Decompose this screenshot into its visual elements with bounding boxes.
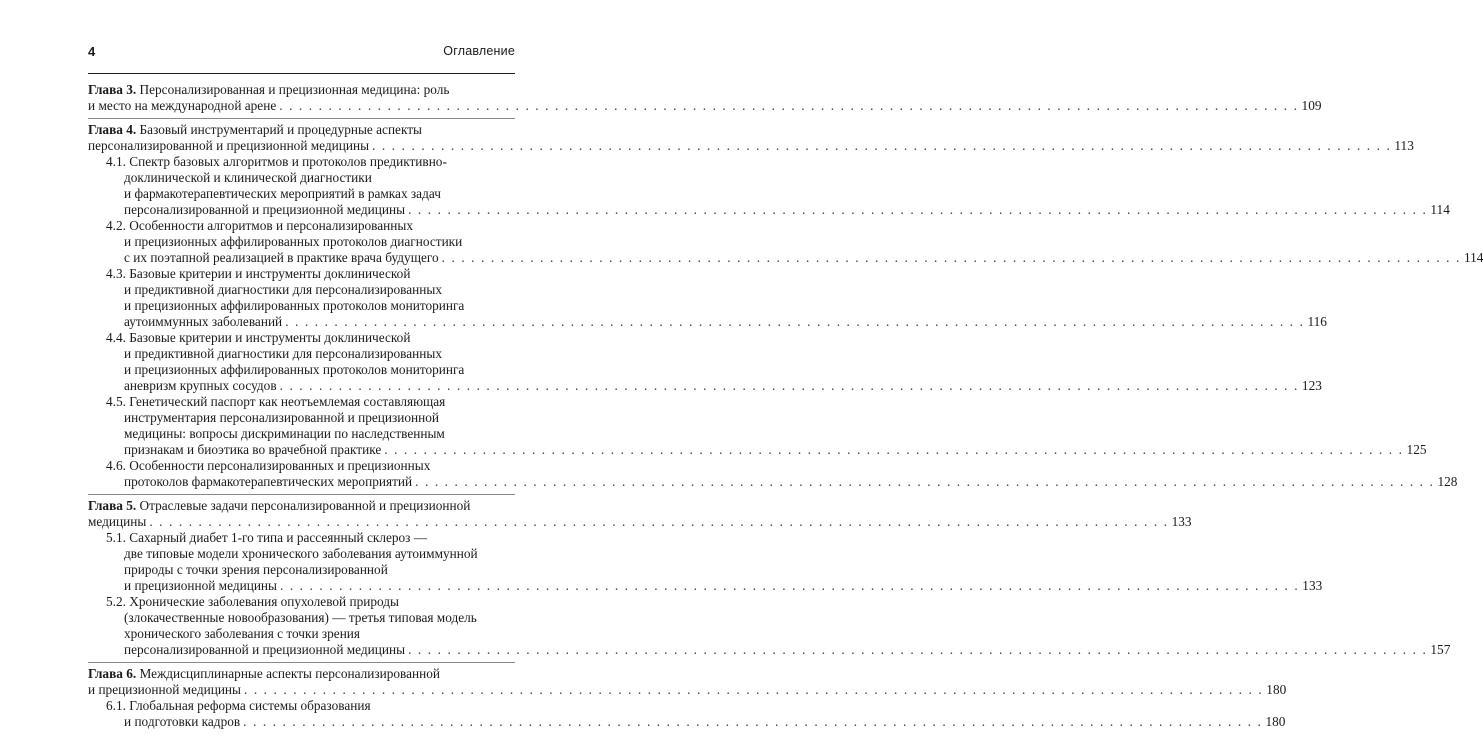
toc-page-number: 180	[1266, 682, 1287, 697]
dot-leader	[243, 714, 1262, 729]
toc-entry-last-line	[106, 642, 1451, 658]
toc-entry-text: и предиктивной диагностики для персонализированных	[124, 282, 442, 297]
toc-entry-text: с их поэтапной реализацией в практике врача будущего	[124, 250, 439, 265]
toc-entry-line	[106, 458, 515, 474]
toc-entry-text: Междисциплинарные аспекты персонализированной	[139, 666, 441, 681]
toc-entry-text: персонализированной и прецизионной медицины	[88, 138, 370, 153]
table-of-contents	[88, 82, 1483, 730]
toc-entry-text: инструментария персонализированной и прецизионной	[124, 410, 440, 425]
dot-leader	[244, 682, 1263, 698]
toc-entry-text: природы с точки зрения персонализированной	[124, 562, 388, 577]
toc-page-number: 113	[1394, 138, 1414, 153]
toc-section-entry[interactable]	[88, 530, 1323, 594]
toc-section-entry[interactable]	[88, 698, 1286, 730]
toc-entry-text: и место на международной арене	[88, 98, 277, 113]
toc-entry-text: Персонализированная и прецизионная медицина: роль	[139, 82, 450, 97]
toc-chapter-entry[interactable]	[88, 122, 1414, 154]
toc-entry-line	[88, 498, 515, 514]
toc-entry-line	[106, 170, 515, 186]
toc-section-entry[interactable]	[88, 154, 1450, 218]
toc-entry-text: две типовые модели хронического заболевания аутоиммунной	[124, 546, 478, 561]
toc-entry-text: (злокачественные новообразования) — третья типовая модель	[124, 610, 477, 625]
toc-entry-last-line	[106, 378, 1322, 394]
dot-leader	[384, 442, 1403, 457]
toc-entry-last-line	[106, 250, 1483, 266]
toc-page-number: 180	[1265, 714, 1286, 729]
chapter-label: Глава 6.	[88, 666, 137, 681]
toc-entry-text: 4.6. Особенности персонализированных и прецизионных	[106, 458, 431, 473]
toc-entry-line	[106, 154, 515, 170]
toc-entry-text: 4.1. Спектр базовых алгоритмов и протоколов предиктивно-	[106, 154, 447, 169]
toc-entry-line	[106, 346, 515, 362]
toc-section-entry[interactable]	[88, 218, 1483, 266]
toc-page-number: 128	[1437, 474, 1458, 489]
dot-leader	[442, 250, 1461, 265]
toc-entry-text: медицины: вопросы дискриминации по наследственным	[124, 426, 445, 441]
toc-entry-text: хронического заболевания с точки зрения	[124, 626, 361, 641]
toc-entry-text: 5.1. Сахарный диабет 1-го типа и рассеянный склероз —	[106, 530, 428, 545]
toc-entry-last-line	[106, 202, 1450, 218]
toc-entry-text: доклинической и клинической диагностики	[124, 170, 372, 185]
dot-leader	[280, 378, 1299, 393]
toc-entry-text: Базовый инструментарий и процедурные аспекты	[139, 122, 422, 137]
toc-section-entry[interactable]	[88, 594, 1451, 658]
running-header	[88, 40, 515, 62]
toc-entry-line	[106, 626, 515, 642]
toc-entry-last-line	[106, 314, 1327, 330]
toc-entry-text: 5.2. Хронические заболевания опухолевой природы	[106, 594, 399, 609]
dot-leader	[149, 514, 1168, 530]
toc-entry-last-line	[106, 442, 1427, 458]
toc-entry-line	[88, 82, 515, 98]
page-header-area	[88, 40, 515, 62]
dot-leader	[280, 578, 1299, 593]
toc-entry-text: и предиктивной диагностики для персонализированных	[124, 346, 442, 361]
toc-entry-line	[88, 666, 515, 682]
toc-page-number: 123	[1301, 378, 1322, 393]
toc-entry-text: Отраслевые задачи персонализированной и прецизионной	[139, 498, 471, 513]
toc-entry-line	[106, 426, 515, 442]
toc-entry-text: 4.2. Особенности алгоритмов и персонализированных	[106, 218, 413, 233]
toc-page-number: 114	[1463, 250, 1483, 265]
toc-entry-line	[106, 298, 515, 314]
toc-entry-last-line	[106, 714, 1286, 730]
toc-page-number: 125	[1406, 442, 1427, 457]
toc-entry-line	[88, 122, 515, 138]
toc-entry-text: протоколов фармакотерапевтических мероприятий	[124, 474, 413, 489]
toc-entry-text: и прецизионной медицины	[88, 682, 241, 697]
toc-entry-line	[106, 410, 515, 426]
toc-entry-text: и прецизионных аффилированных протоколов диагностики	[124, 234, 463, 249]
toc-entry-line	[106, 330, 515, 346]
chapter-divider	[88, 662, 515, 663]
toc-page-number: 109	[1301, 98, 1322, 113]
toc-chapter-entry[interactable]	[88, 82, 1322, 114]
toc-entry-line	[106, 282, 515, 298]
toc-chapter-entry[interactable]	[88, 498, 1192, 530]
toc-entry-text: 4.5. Генетический паспорт как неотъемлемая составляющая	[106, 394, 446, 409]
toc-entry-text: признакам и биоэтика во врачебной практике	[124, 442, 382, 457]
toc-entry-text: персонализированной и прецизионной медицины	[124, 202, 406, 217]
toc-entry-line	[106, 530, 515, 546]
toc-entry-text: 4.3. Базовые критерии и инструменты доклинической	[106, 266, 411, 281]
toc-page-number: 116	[1307, 314, 1327, 329]
toc-entry-last-line	[88, 514, 1192, 530]
toc-page-number: 133	[1302, 578, 1323, 593]
toc-entry-line	[106, 546, 515, 562]
toc-entry-text: аутоиммунных заболеваний	[124, 314, 283, 329]
toc-page-number: 133	[1171, 514, 1192, 529]
toc-entry-text: и подготовки кадров	[124, 714, 241, 729]
dot-leader	[372, 138, 1391, 154]
toc-entry-line	[106, 698, 515, 714]
toc-entry-last-line	[106, 578, 1323, 594]
toc-entry-text: 6.1. Глобальная реформа системы образования	[106, 698, 371, 713]
toc-entry-line	[106, 266, 515, 282]
dot-leader	[415, 474, 1434, 489]
toc-entry-line	[106, 594, 515, 610]
toc-entry-text: и фармакотерапевтических мероприятий в рамках задач	[124, 186, 441, 201]
toc-entry-text: и прецизионной медицины	[124, 578, 277, 593]
dot-leader	[408, 202, 1427, 217]
toc-entry-last-line	[88, 138, 1414, 154]
chapter-label: Глава 4.	[88, 122, 137, 137]
toc-section-entry[interactable]	[88, 458, 1458, 490]
toc-entry-line	[106, 234, 515, 250]
page-number: 4	[88, 44, 96, 59]
chapter-label: Глава 3.	[88, 82, 137, 97]
running-title: Оглавление	[443, 44, 515, 58]
toc-section-entry[interactable]	[88, 394, 1427, 458]
toc-entry-text: медицины	[88, 514, 147, 529]
toc-page-number: 157	[1430, 642, 1451, 657]
dot-leader	[408, 642, 1427, 657]
toc-entry-text: и прецизионных аффилированных протоколов мониторинга	[124, 298, 465, 313]
toc-entry-last-line	[106, 474, 1458, 490]
toc-entry-line	[106, 362, 515, 378]
header-rule	[88, 73, 515, 74]
toc-entry-text: аневризм крупных сосудов	[124, 378, 277, 393]
toc-entry-last-line	[88, 682, 1287, 698]
toc-entry-line	[106, 610, 515, 626]
toc-page-number: 114	[1430, 202, 1450, 217]
toc-section-entry[interactable]	[88, 330, 1322, 394]
dot-leader	[279, 98, 1298, 114]
chapter-divider	[88, 118, 515, 119]
chapter-divider	[88, 494, 515, 495]
toc-entry-text: персонализированной и прецизионной медицины	[124, 642, 406, 657]
toc-chapter-entry[interactable]	[88, 666, 1287, 698]
toc-entry-text: 4.4. Базовые критерии и инструменты доклинической	[106, 330, 411, 345]
toc-entry-last-line	[88, 98, 1322, 114]
toc-entry-line	[106, 218, 515, 234]
toc-entry-line	[106, 186, 515, 202]
toc-entry-line	[106, 562, 515, 578]
toc-entry-line	[106, 394, 515, 410]
toc-section-entry[interactable]	[88, 266, 1327, 330]
toc-entry-text: и прецизионных аффилированных протоколов мониторинга	[124, 362, 465, 377]
chapter-label: Глава 5.	[88, 498, 137, 513]
dot-leader	[285, 314, 1304, 329]
